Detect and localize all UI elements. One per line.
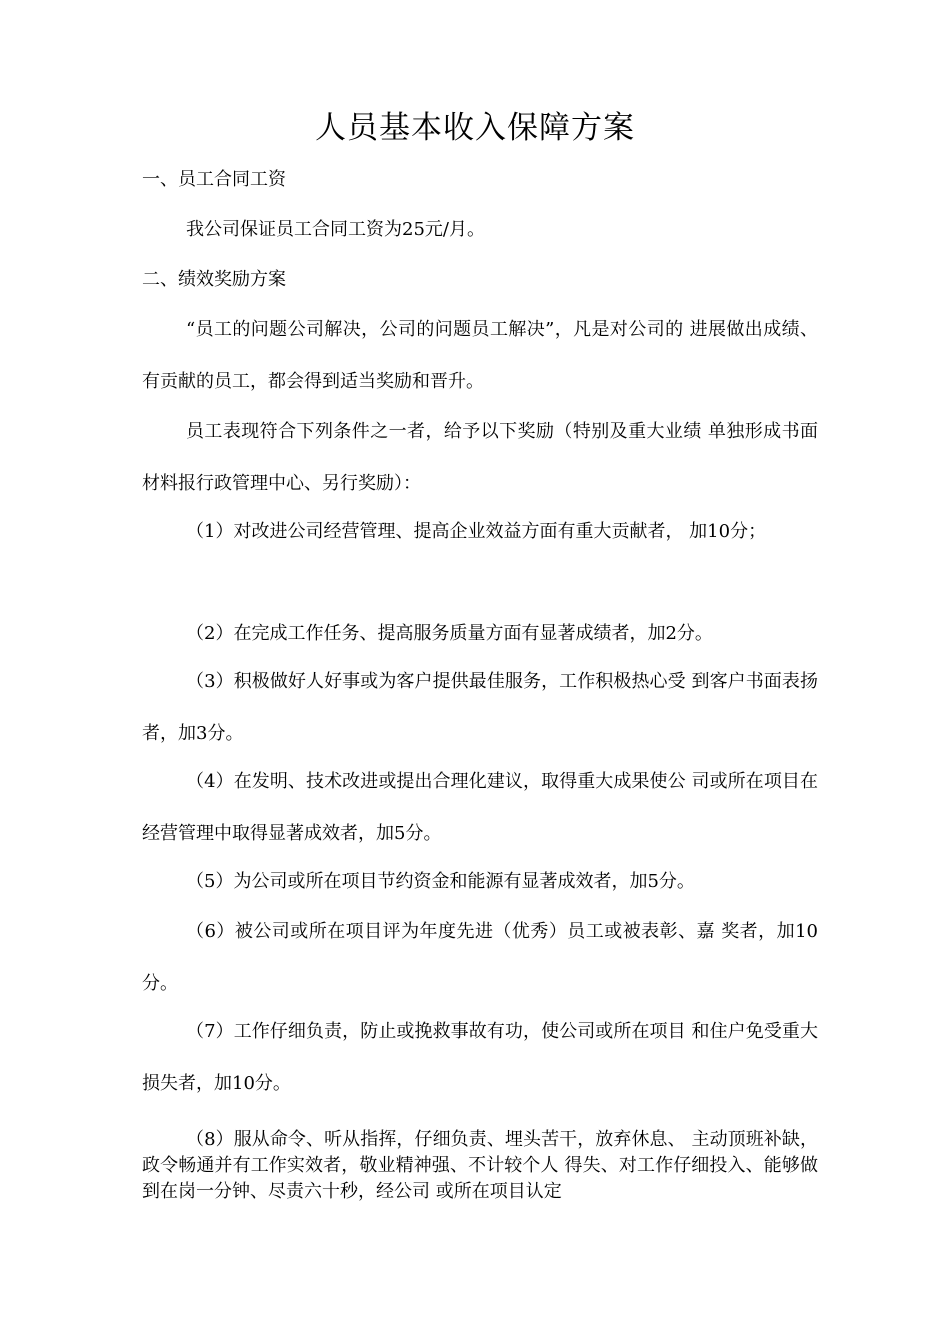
section-2-paragraph-conditions: 员工表现符合下列条件之一者，给予以下奖励（特别及重大业绩 单独形成书面材料报行政管理中心、另行奖励）： [142, 421, 818, 494]
reward-item-6: （6）被公司或所在项目评为年度先进（优秀）员工或被表彰、嘉 奖者，加10分。 [142, 921, 818, 994]
reward-item-8: （8）服从命令、听从指挥，仔细负责、埋头苦干，放弃休息、 主动顶班补缺，政令畅通并有工作实效者，敬业精神强、不计较个人 得失、对工作仔细投入、能够做到在岗一分钟、尽责六十秒，经公司 或所在项目认定 [142, 1129, 818, 1202]
reward-item-7: （7）工作仔细负责，防止或挽救事故有功，使公司或所在项目 和住户免受重大损失者，加10分。 [142, 1021, 818, 1094]
section-1-heading: 一、员工合同工资 [142, 169, 286, 190]
reward-item-5: （5）为公司或所在项目节约资金和能源有显著成效者，加5分。 [186, 871, 695, 892]
document-title: 人员基本收入保障方案 [315, 110, 635, 146]
section-2-paragraph-intro: “员工的问题公司解决，公司的问题员工解决”，凡是对公司的 进展做出成绩、有贡献的员工，都会得到适当奖励和晋升。 [142, 319, 818, 392]
reward-item-1: （1）对改进公司经营管理、提高企业效益方面有重大贡献者， 加10分； [186, 521, 767, 542]
reward-item-3: （3）积极做好人好事或为客户提供最佳服务，工作积极热心受 到客户书面表扬者，加3分。 [142, 671, 818, 744]
reward-item-2: （2）在完成工作任务、提高服务质量方面有显著成绩者，加2分。 [186, 623, 713, 644]
section-1-paragraph-1: 我公司保证员工合同工资为25元/月。 [186, 219, 485, 240]
reward-item-4: （4）在发明、技术改进或提出合理化建议，取得重大成果使公 司或所在项目在经营管理中取得显著成效者，加5分。 [142, 771, 818, 844]
section-2-heading: 二、绩效奖励方案 [142, 269, 286, 290]
